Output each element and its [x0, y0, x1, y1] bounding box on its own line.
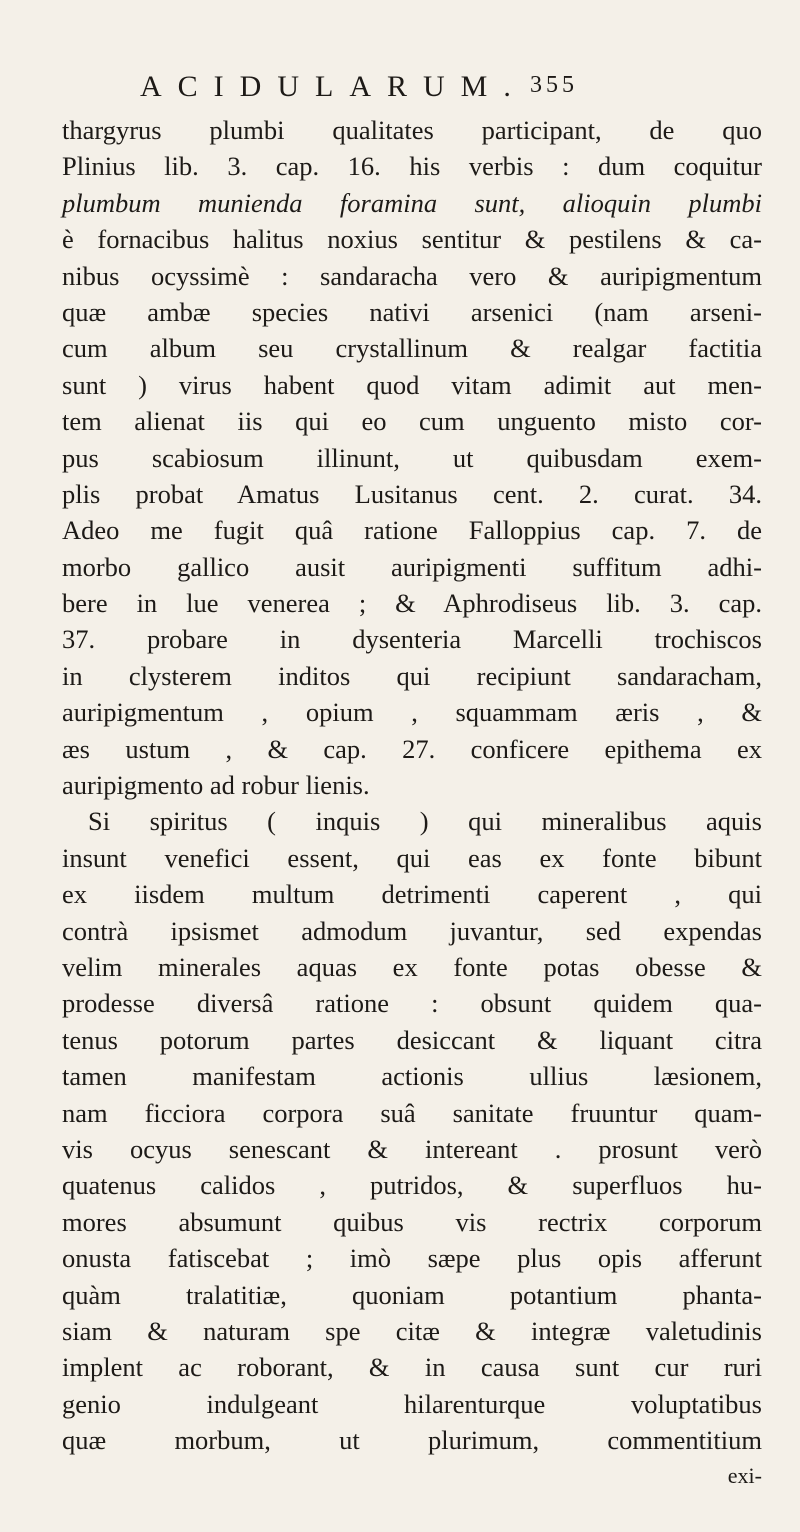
text-line: auripigmentum , opium , squammam æris , &	[62, 697, 762, 728]
text-line: ex iisdem multum detrimenti caperent , qui	[62, 879, 762, 910]
text-line: tamen manifestam actionis ullius læsionem,	[62, 1061, 762, 1092]
text-line: insunt venefici essent, qui eas ex fonte bibunt	[62, 842, 762, 873]
text-line: tem alienat iis qui eo cum unguento misto cor-	[62, 406, 762, 437]
text-line: quatenus calidos , putridos, & superfluos hu-	[62, 1170, 762, 1201]
body-text	[62, 112, 762, 1495]
catchword: exi-	[727, 1463, 762, 1489]
text-line: nam ficciora corpora suâ sanitate fruuntur quam-	[62, 1097, 762, 1128]
text-line: Si spiritus ( inquis ) qui mineralibus aquis	[88, 806, 762, 837]
text-line: plumbum munienda foramina sunt, alioquin plumbi	[62, 187, 762, 218]
text-line: è fornacibus halitus noxius sentitur & pestilens & ca-	[62, 224, 762, 255]
running-head	[0, 70, 800, 110]
text-line: onusta fatiscebat ; imò sæpe plus opis afferunt	[62, 1243, 762, 1274]
text-line: siam & naturam spe citæ & integræ valetudinis	[62, 1315, 762, 1346]
text-line: implent ac roborant, & in causa sunt cur ruri	[62, 1352, 762, 1383]
text-line: cum album seu crystallinum & realgar factitia	[62, 333, 762, 364]
text-line: quàm tralatitiæ, quoniam potantium phanta-	[62, 1279, 762, 1310]
text-line: tenus potorum partes desiccant & liquant citra	[62, 1024, 762, 1055]
text-line: thargyrus plumbi qualitates participant, de quo	[62, 115, 762, 145]
text-line: auripigmento ad robur lienis.	[62, 770, 370, 801]
text-line: pus scabiosum illinunt, ut quibusdam exem-	[62, 442, 762, 473]
text-line: vis ocyus senescant & intereant . prosunt verò	[62, 1133, 762, 1164]
text-line: Plinius lib. 3. cap. 16. his verbis : dum coquitur	[62, 151, 762, 182]
text-line: bere in lue venerea ; & Aphrodiseus lib. 3. cap.	[62, 588, 762, 619]
text-line: prodesse diversâ ratione : obsunt quidem qua-	[62, 988, 762, 1019]
text-line: quæ ambæ species nativi arsenici (nam arseni-	[62, 296, 762, 327]
text-line: in clysterem inditos qui recipiunt sandaracham,	[62, 660, 762, 691]
running-head-title: ACIDULARUM.	[140, 70, 527, 103]
text-line: 37. probare in dysenteria Marcelli trochiscos	[62, 624, 762, 655]
text-line: æs ustum , & cap. 27. conficere epithema ex	[62, 733, 762, 764]
text-line: plis probat Amatus Lusitanus cent. 2. curat. 34.	[62, 478, 762, 509]
text-line: mores absumunt quibus vis rectrix corporum	[62, 1206, 762, 1237]
text-line: morbo gallico ausit auripigmenti suffitum adhi-	[62, 551, 762, 582]
text-line: Adeo me fugit quâ ratione Falloppius cap. 7. de	[62, 515, 762, 546]
text-line: sunt ) virus habent quod vitam adimit aut men-	[62, 369, 762, 400]
text-line: quæ morbum, ut plurimum, commentitium	[62, 1425, 762, 1456]
text-line: contrà ipsismet admodum juvantur, sed expendas	[62, 915, 762, 946]
text-line: genio indulgeant hilarenturque voluptatibus	[62, 1388, 762, 1419]
page-number: 355	[530, 72, 578, 98]
text-line: nibus ocyssimè : sandaracha vero & auripigmentum	[62, 260, 762, 291]
text-line: velim minerales aquas ex fonte potas obesse &	[62, 951, 762, 982]
